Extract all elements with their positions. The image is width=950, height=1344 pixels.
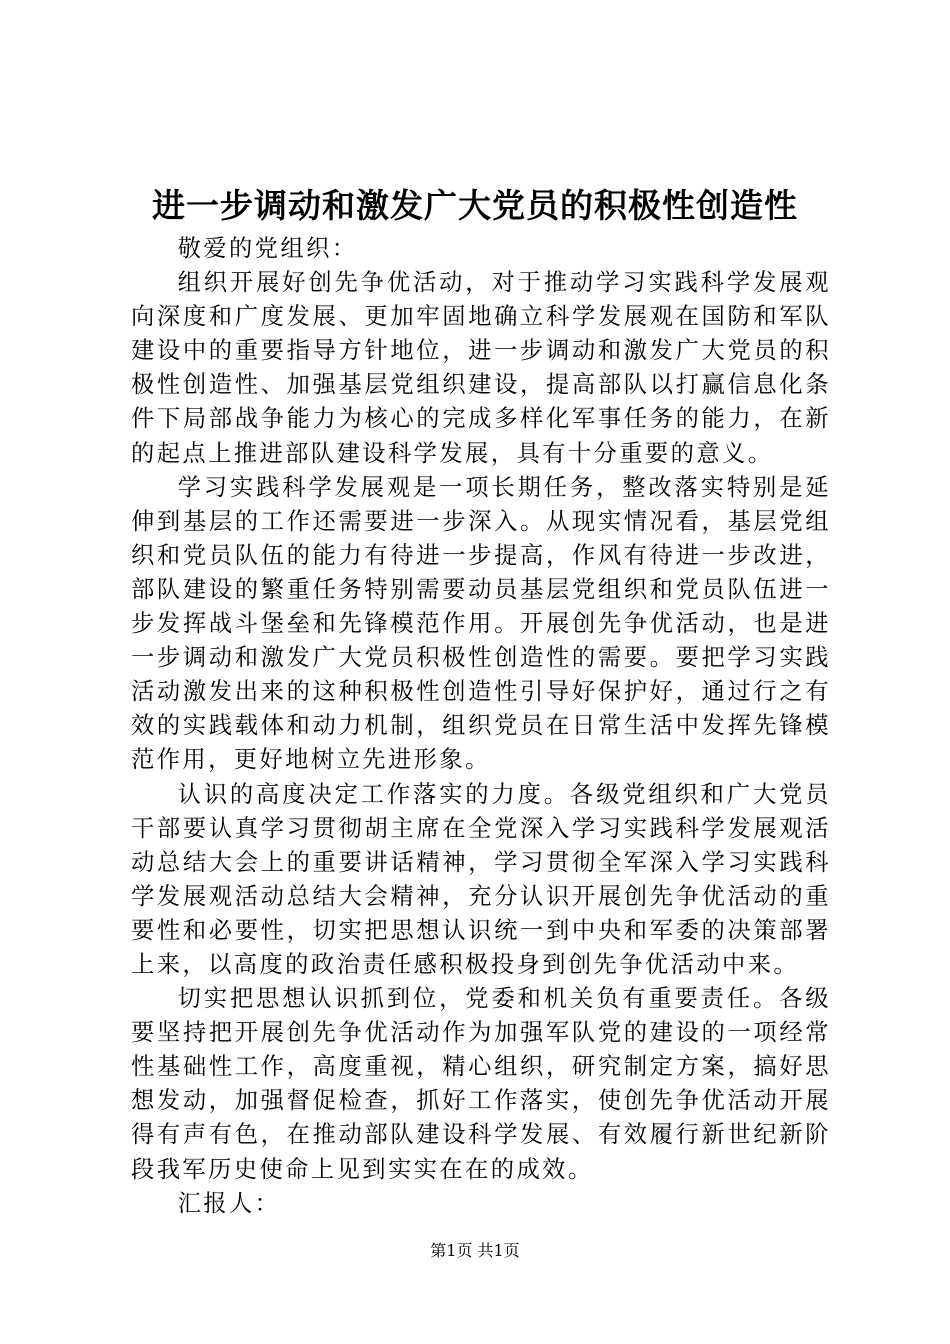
document-body (131, 232, 831, 1221)
paragraph-3: 认识的高度决定工作落实的力度。各级党组织和广大党员干部要认真学习贯彻胡主席在全党深入学习实践科学发展观活动总结大会上的重要讲话精神，学习贯彻全军深入学习实践科学发展观活动总结大会精神，充分认识开展创先争优活动的重要性和必要性，切实把思想认识统一到中央和军委的决策部署上来，以高度的政治责任感积极投身到创先争优活动中来。 (131, 780, 831, 978)
paragraph-4: 切实把思想认识抓到位，党委和机关负有重要责任。各级要坚持把开展创先争优活动作为加强军队党的建设的一项经常性基础性工作，高度重视，精心组织，研究制定方案，搞好思想发动，加强督促检查，抓好工作落实，使创先争优活动开展得有声有色，在推动部队建设科学发展、有效履行新世纪新阶段我军历史使命上见到实实在在的成效。 (131, 985, 831, 1183)
signature: 汇报人： (177, 1189, 281, 1217)
page-footer: 第1页 共1页 (430, 1241, 520, 1260)
paragraph-2: 学习实践科学发展观是一项长期任务，整改落实特别是延伸到基层的工作还需要进一步深入。从现实情况看，基层党组织和党员队伍的能力有待进一步提高，作风有待进一步改进，部队建设的繁重任务特别需要动员基层党组织和党员队伍进一步发挥战斗堡垒和先锋模范作用。开展创先争优活动，也是进一步调动和激发广大党员积极性创造性的需要。要把学习实践活动激发出来的这种积极性创造性引导好保护好，通过行之有效的实践载体和动力机制，组织党员在日常生活中发挥先锋模范作用，更好地树立先进形象。 (131, 473, 831, 774)
document-title: 进一步调动和激发广大党员的积极性创造性 (152, 186, 798, 225)
paragraph-1: 组织开展好创先争优活动，对于推动学习实践科学发展观向深度和广度发展、更加牢固地确立科学发展观在国防和军队建设中的重要指导方针地位，进一步调动和激发广大党员的积极性创造性、加强基层党组织建设，提高部队以打赢信息化条件下局部战争能力为核心的完成多样化军事任务的能力，在新的起点上推进部队建设科学发展，具有十分重要的意义。 (131, 269, 831, 467)
salutation: 敬爱的党组织： (177, 235, 358, 262)
